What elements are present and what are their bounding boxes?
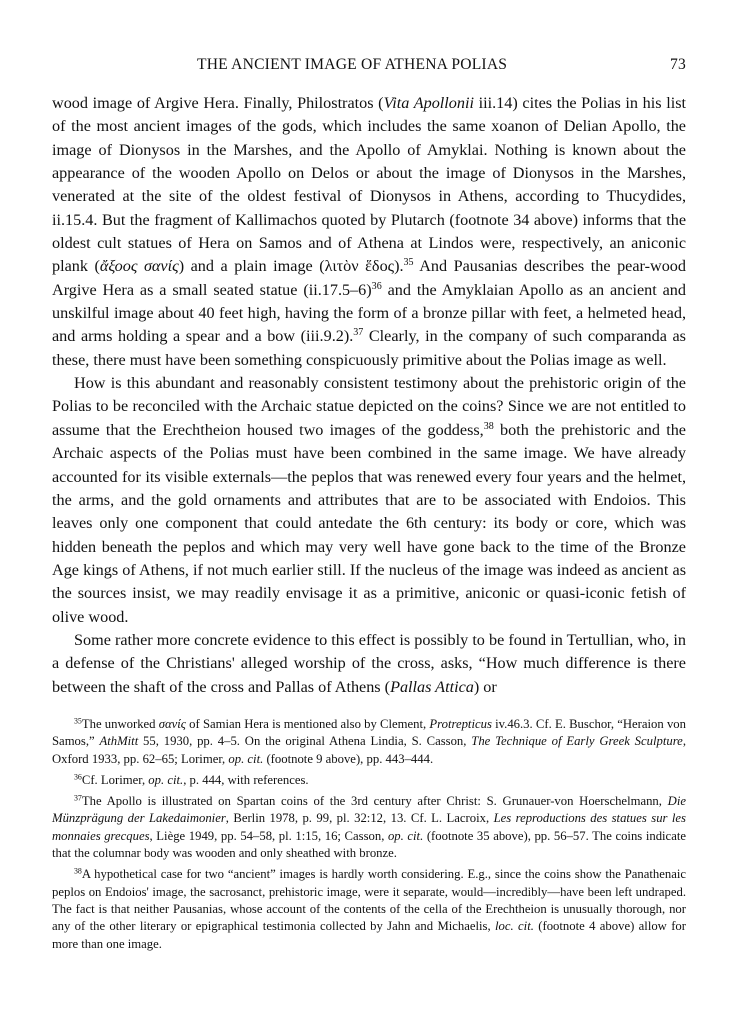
text-span: of Samian Hera is mentioned also by Clement, xyxy=(185,717,430,731)
footnote-37 xyxy=(52,793,686,862)
greek-word: σανίς xyxy=(158,717,186,731)
footnote-38 xyxy=(52,866,686,952)
text-span: (footnote 4 above) allow for more than one image. xyxy=(52,919,686,951)
footnote-ref-37[interactable]: 37 xyxy=(353,327,364,339)
italic-phrase: Pallas Attica xyxy=(390,677,474,696)
footnotes xyxy=(52,716,686,957)
italic-title: Les reproductions des statues sur les monnaies grecques xyxy=(52,811,686,843)
italic-abbrev: op. cit. xyxy=(387,828,424,843)
text-span: iii.14) cites the Polias in his list of the most ancient images of the gods, which includes the same xoanon of Delian Apollo, the image of Dionysos in the Marshes, and the Apollo of Amyklai. Nothing is known about the appearance of the wooden Apollo on Delos or about the image of Dionysos in the Marshes, venerated at the site of the oldest festival of Dionysos in Athens, according to Thucydides, ii.15.4. But the fragment of Kallimachos quoted by Plutarch (footnote 34 above) informs that the oldest cult statues of Hera on Samos and of Athena at Lindos were, respectively, an aniconic plank ( xyxy=(52,94,686,276)
italic-abbrev: op. cit. xyxy=(148,772,184,787)
text-span: , Berlin 1978, p. 99, pl. 32:12, 13. Cf. L. Lacroix, xyxy=(225,811,494,826)
text-span: Clearly, in the company of such comparanda as these, there must have been something conspicuously primitive about the Polias image as well. xyxy=(52,327,686,369)
footnote-number: 37 xyxy=(74,793,82,803)
text-span: wood image of Argive Hera. Finally, Philostratos ( xyxy=(52,94,384,112)
paragraph-3 xyxy=(52,629,686,699)
greek-phrase: λιτὸν ἕδος xyxy=(324,257,395,276)
italic-abbrev: loc. cit. xyxy=(495,919,534,934)
text-span: 55, 1930, pp. 4–5. On the original Athena Lindia, S. Casson, xyxy=(138,734,472,749)
footnote-ref-35[interactable]: 35 xyxy=(403,257,414,269)
text-span: Some rather more concrete evidence to this effect is possibly to be found in Tertullian, who, in a defense of the Christians' alleged worship of the cross, asks, “How much difference is there between the shaft of the cross and Pallas of Athens ( xyxy=(52,630,686,696)
italic-abbrev: op. cit. xyxy=(228,751,264,766)
footnote-36 xyxy=(52,772,686,789)
running-title: THE ANCIENT IMAGE OF ATHENA POLIAS xyxy=(197,56,508,73)
italic-title: The Technique of Early Greek Sculpture xyxy=(471,734,683,749)
footnote-number: 38 xyxy=(74,866,82,876)
greek-phrase: ἄξοος σανίς xyxy=(99,257,179,276)
text-span: ) and a plain image ( xyxy=(178,257,325,276)
footnote-ref-38[interactable]: 38 xyxy=(483,420,494,432)
page-header xyxy=(52,56,686,80)
footnote-number: 35 xyxy=(74,716,82,726)
footnote-number: 36 xyxy=(74,772,82,782)
italic-title: Vita Apollonii xyxy=(383,94,474,112)
footnote-ref-36[interactable]: 36 xyxy=(371,280,382,292)
text-span: How is this abundant and reasonably consistent testimony about the prehistoric origin of the Polias to be reconciled with the Archaic statue depicted on the coins? Since we are not entitled to assume that the Erechtheion housed two images of the goddess, xyxy=(52,374,686,439)
text-span: And Pausanias describes the pear-wood Argive Hera as a small seated statue (ii.17.5–6) xyxy=(52,257,686,299)
text-span: , Liège 1949, pp. 54–58, pl. 1:15, 16; Casson, xyxy=(149,828,388,843)
main-text xyxy=(52,92,686,699)
text-span: iv.46.3. Cf. E. Buschor, “Heraion von Samos,” xyxy=(52,717,686,749)
text-span: Cf. Lorimer, xyxy=(81,772,149,787)
italic-title: Protrepticus xyxy=(429,717,492,731)
italic-title: AthMitt xyxy=(99,734,139,749)
text-span: The unworked xyxy=(81,717,159,731)
text-span: ) or xyxy=(473,677,497,696)
text-span: and the Amyklaian Apollo as an ancient and unskilful image about 40 feet high, having the form of a bronze pillar with feet, a helmeted head, and arms holding a spear and a bow (iii.9.2). xyxy=(52,280,686,346)
text-span: A hypothetical case for two “ancient” images is hardly worth considering. E.g., since the coins show the Panathenaic peplos on Endoios' image, the sacrosanct, prehistoric image, were it separate, would—incredibly—have been left undraped. The fact is that neither Pausanias, whose account of the contents of the cella of the Erechtheion is unusually thorough, nor any of the other literary or epigraphical testimonia collected by Jahn and Michaelis, xyxy=(52,867,686,934)
paragraph-1 xyxy=(52,92,686,372)
text-span: , p. 444, with references. xyxy=(183,772,309,787)
text-span: (footnote 35 above), pp. 56–57. The coins indicate that the columnar body was wooden and only sheathed with bronze. xyxy=(52,828,686,861)
text-span: both the prehistoric and the Archaic aspects of the Polias must have been combined in the same image. We have already accounted for its visible externals—the peplos that was renewed every four years and the helmet, the arms, and the gold ornaments and attributes that are to be associated with Endoios. This leaves only one component that could antedate the 6th century: its body or core, which was hidden beneath the peplos and which may very well have gone back to the time of the Bronze Age kings of Athens, if not much earlier still. If the nucleus of the image was indeed as ancient as the sources insist, we may readily envisage it as a primitive, aniconic or quasi-iconic fetish of olive wood. xyxy=(52,420,686,626)
text-span: ). xyxy=(394,257,404,276)
page-number: 73 xyxy=(670,56,686,73)
text-span: (footnote 9 above), pp. 443–444. xyxy=(263,751,434,766)
footnote-35 xyxy=(52,716,686,768)
text-span: The Apollo is illustrated on Spartan coins of the 3rd century after Christ: S. Grunauer-von Hoerschelmann, xyxy=(81,794,668,809)
text-span: , Oxford 1933, pp. 62–65; Lorimer, xyxy=(52,734,686,766)
italic-title: Die Münzprägung der Lakedaimonier xyxy=(52,794,686,826)
paragraph-2 xyxy=(52,372,686,629)
